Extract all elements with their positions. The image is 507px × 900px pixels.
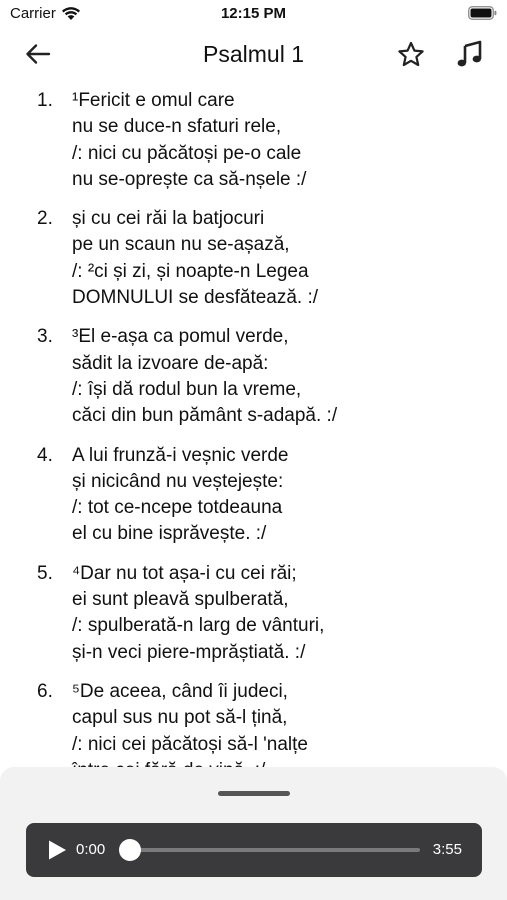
star-outline-icon xyxy=(397,41,425,68)
verse-line: capul sus nu pot să-l țină, xyxy=(72,707,288,729)
verse-line: /: ²ci și zi, și noapte-n Legea xyxy=(72,260,309,282)
verse-number: 3. xyxy=(37,326,53,348)
sheet-drag-handle[interactable] xyxy=(218,791,290,796)
audio-player xyxy=(26,823,482,877)
status-bar xyxy=(0,0,507,30)
verse-number: 4. xyxy=(37,444,53,466)
verse-line: DOMNULUI se desfătează. :/ xyxy=(72,287,319,309)
verse-line: /: nici cei păcătoși să-l 'nalțe xyxy=(72,733,308,755)
psalm-text xyxy=(0,88,507,768)
verse-line: A lui frunză-i veșnic verde xyxy=(72,444,289,466)
player-sheet xyxy=(0,767,507,900)
verse-line: și nicicând nu veștejește: xyxy=(72,470,284,492)
carrier-label: Carrier xyxy=(10,5,56,22)
verse-number: 5. xyxy=(37,562,53,584)
verse xyxy=(0,561,507,666)
verse-number: 1. xyxy=(37,90,53,111)
verse-line: și cu cei răi la batjocuri xyxy=(72,208,265,230)
verse-line: nu se-oprește ca să-nșele :/ xyxy=(72,168,307,190)
verse-number: 6. xyxy=(37,680,53,702)
page-title: Psalmul 1 xyxy=(203,41,304,67)
verse-line: pe un scaun nu se-așază, xyxy=(72,234,290,256)
play-icon[interactable] xyxy=(46,839,68,861)
verse-line: /: tot ce-ncepe totdeauna xyxy=(72,497,283,519)
verse xyxy=(0,443,507,548)
verse-line: sădit la izvoare de-apă: xyxy=(72,352,269,374)
total-time: 3:55 xyxy=(432,841,462,858)
verse-line: /: își dă rodul bun la vreme, xyxy=(72,378,302,400)
verse-line: nu se duce-n sfaturi rele, xyxy=(72,116,282,138)
verse-line: /: spulberată-n larg de vânturi, xyxy=(72,615,325,637)
favorite-button[interactable] xyxy=(393,37,429,71)
battery-icon xyxy=(468,6,497,20)
verse-line: ei sunt pleavă spulberată, xyxy=(72,589,289,611)
verse-line: și-n veci piere-mprăștiată. :/ xyxy=(72,641,306,663)
verse-number: 2. xyxy=(37,208,53,230)
seek-bar[interactable] xyxy=(130,848,420,852)
verse-line: ⁵De aceea, când îi judeci, xyxy=(72,680,288,702)
verse-line: ¹Fericit e omul care xyxy=(72,90,235,111)
status-time: 12:15 PM xyxy=(220,5,287,22)
seek-thumb[interactable] xyxy=(119,839,141,861)
verse-line: ⁴Dar nu tot așa-i cu cei răi; xyxy=(72,562,297,584)
verse-line: el cu bine isprăvește. :/ xyxy=(72,523,267,545)
music-note-icon xyxy=(455,40,483,68)
verse-line: ³El e-așa ca pomul verde, xyxy=(72,326,289,348)
verse-line: /: nici cu păcătoși pe-o cale xyxy=(72,142,302,164)
verse xyxy=(0,206,507,311)
navigation-bar xyxy=(0,30,507,78)
verse xyxy=(0,324,507,429)
music-button[interactable] xyxy=(451,37,487,71)
verse-line: căci din bun pământ s-adapă. :/ xyxy=(72,405,338,427)
current-time: 0:00 xyxy=(76,841,106,858)
verse xyxy=(0,88,507,193)
